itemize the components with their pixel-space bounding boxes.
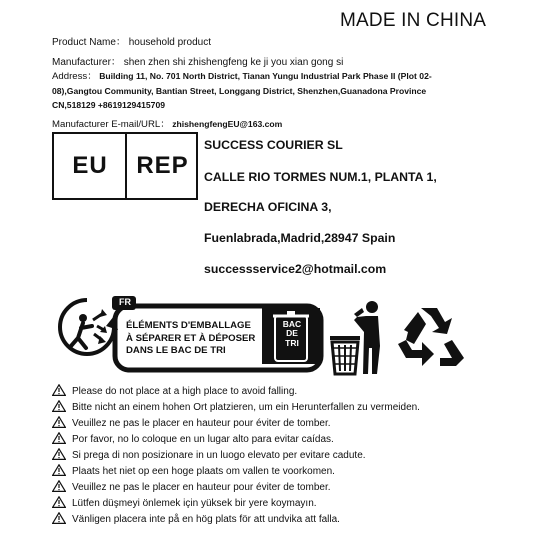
eu-rep-email: successservice2@hotmail.com xyxy=(204,262,387,276)
warning-text: Veuillez ne pas le placer en hauteur pour éviter de tomber. xyxy=(72,418,331,429)
triman-icon xyxy=(56,296,118,360)
manufacturer-email xyxy=(52,116,282,130)
warning-line xyxy=(52,480,331,493)
warning-icon xyxy=(52,464,66,476)
eu-rep-symbol xyxy=(52,132,198,200)
eu-rep-street: CALLE RIO TORMES NUM.1, PLANTA 1, xyxy=(204,170,437,184)
warning-text: Lütfen düşmeyi önlemek için yüksek bir yere koymayın. xyxy=(72,498,317,509)
eu-rep-city: Fuenlabrada,Madrid,28947 Spain xyxy=(204,231,396,245)
warning-line xyxy=(52,464,335,477)
warning-text: Bitte nicht an einem hohen Ort platzieren, um ein Herunterfallen zu vermeiden. xyxy=(72,402,420,413)
rep-label: REP xyxy=(136,152,189,179)
fr-badge: FR xyxy=(119,297,131,307)
warning-text: Veuillez ne pas le placer en hauteur pour éviter de tomber. xyxy=(72,482,331,493)
eu-rep-office: DERECHA OFICINA 3, xyxy=(204,200,332,214)
warning-text: Vänligen placera inte på en hög plats för att undvika att falla. xyxy=(72,514,340,525)
address-text: Building 11, No. 701 North District, Tianan Yungu Industrial Park Phase II (Plot 02-08),Gangtou Community, Bantian Street, Longgang District, Shenzhen,Guanadona Province CN,518129 +8619129415709 xyxy=(52,71,432,111)
tidyman-icon xyxy=(326,298,390,376)
bin-label-3: TRI xyxy=(285,337,299,348)
product-name: Product Name： household product xyxy=(52,37,211,48)
warning-text: Por favor, no lo coloque en un lugar alto para evitar caídas. xyxy=(72,434,334,445)
warning-line xyxy=(52,496,317,509)
warning-line xyxy=(52,432,334,445)
sorting-bin-label xyxy=(276,320,308,348)
recycle-icon xyxy=(394,300,468,372)
warning-icon xyxy=(52,512,66,524)
bin-label-1: BAC xyxy=(282,319,302,329)
warning-icon xyxy=(52,448,66,460)
made-in-label: MADE IN CHINA xyxy=(340,10,487,31)
warning-line xyxy=(52,448,366,461)
warning-line xyxy=(52,400,420,413)
bin-label-2: DE xyxy=(286,328,298,339)
warning-line xyxy=(52,512,340,525)
warning-icon xyxy=(52,416,66,428)
warning-icon xyxy=(52,400,66,412)
address-label: Address： xyxy=(52,71,97,82)
sorting-instructions xyxy=(126,320,255,358)
warning-text: Plaats het niet op een hoge plaats om vallen te voorkomen. xyxy=(72,466,335,477)
warning-text: Please do not place at a high place to avoid falling. xyxy=(72,386,298,397)
eu-rep-company: SUCCESS COURIER SL xyxy=(204,138,343,152)
address-block xyxy=(52,69,468,113)
warning-icon xyxy=(52,384,66,396)
sorting-line-2: À SÉPARER ET À DÉPOSER xyxy=(126,332,256,344)
sorting-line-1: ÉLÉMENTS D'EMBALLAGE xyxy=(126,320,251,331)
warning-icon xyxy=(52,480,66,492)
warning-line xyxy=(52,384,297,397)
warning-icon xyxy=(52,496,66,508)
warning-line xyxy=(52,416,331,429)
email-text: zhishengfengEU@163.com xyxy=(172,119,283,129)
email-label: Manufacturer E-mail/URL： xyxy=(52,119,170,130)
sorting-line-3: DANS LE BAC DE TRI xyxy=(126,345,226,357)
warning-icon xyxy=(52,432,66,444)
warning-text: Si prega di non posizionare in un luogo elevato per evitare cadute. xyxy=(72,450,366,461)
manufacturer-name: Manufacturer： shen zhen shi zhishengfeng ke ji you xian gong si xyxy=(52,57,344,68)
eu-label: EU xyxy=(72,152,108,179)
